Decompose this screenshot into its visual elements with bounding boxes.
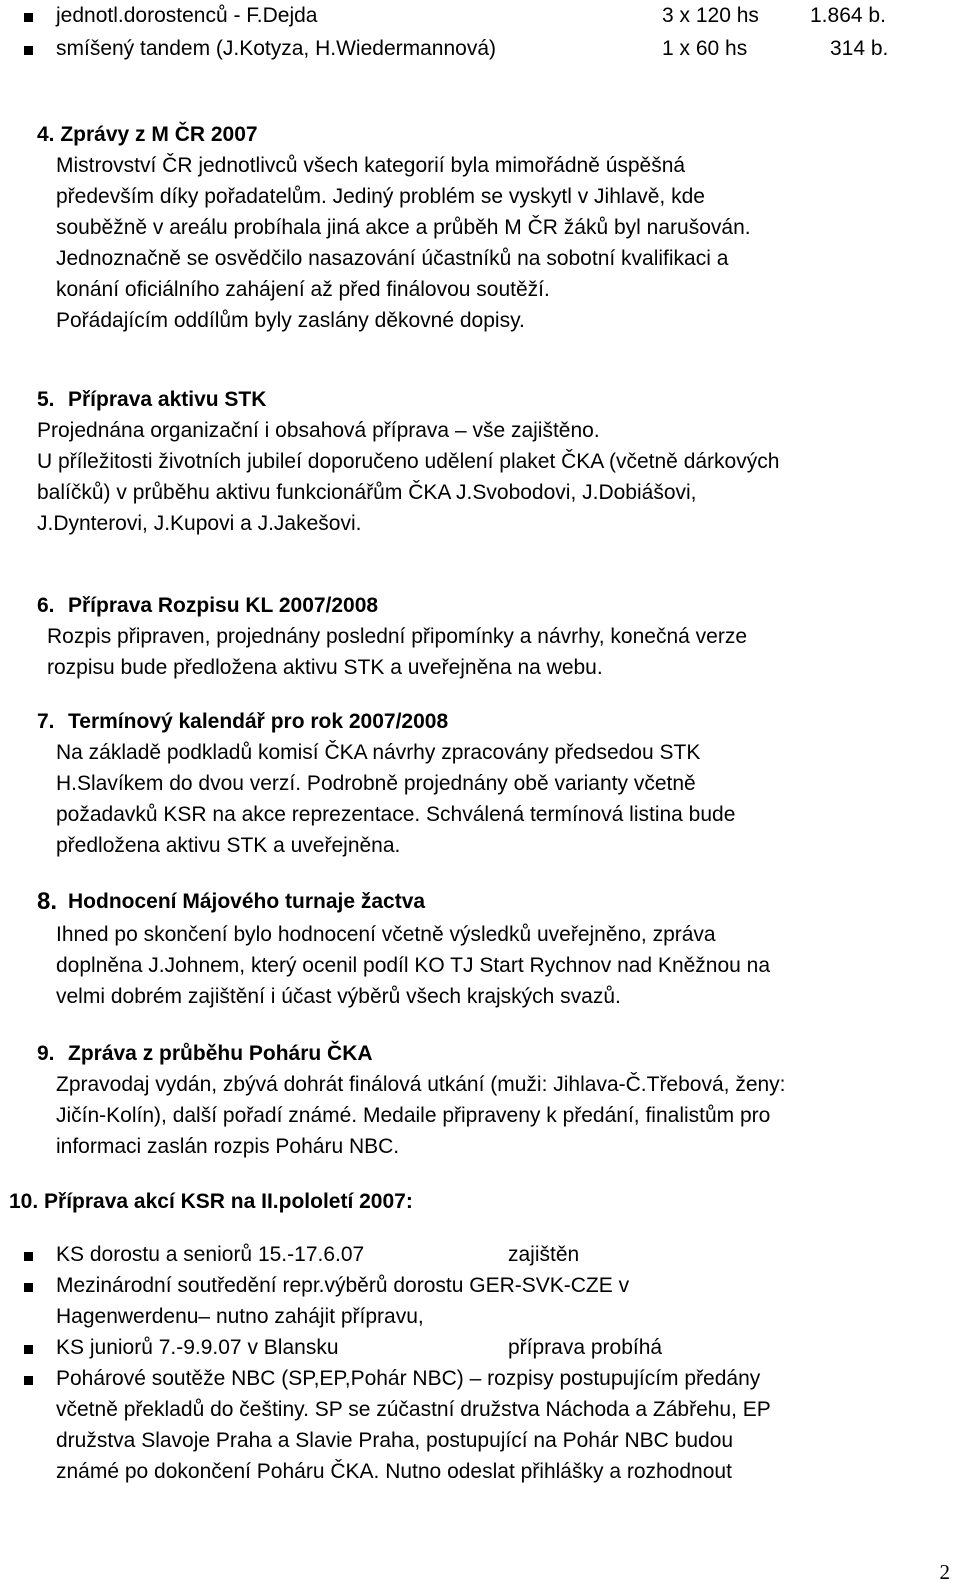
event-item: Pohárové soutěže NBC (SP,EP,Pohár NBC) – rozpisy postupujícím předány [56,1367,761,1390]
event-item-continuation: Hagenwerdenu– nutno zahájit přípravu, [56,1305,424,1328]
section-9-heading: Zpráva z průběhu Poháru ČKA [68,1042,373,1065]
event-status: zajištěn [508,1243,580,1266]
section-6-line: Rozpis připraven, projednány poslední připomínky a návrhy, konečná verze [47,625,747,648]
section-5-line: U příležitosti životních jubileí doporučeno udělení plaket ČKA (včetně dárkových [37,450,780,473]
list-item-points: 1.864 b. [810,4,886,27]
event-item: Mezinárodní soutředění repr.výběrů dorostu GER-SVK-CZE v [56,1274,630,1297]
page-number: 2 [939,1560,950,1584]
bullet-icon [24,46,33,55]
bullet-icon [24,1376,33,1385]
section-8-heading: Hodnocení Májového turnaje žactva [68,890,426,913]
section-10-heading: 10. Příprava akcí KSR na II.pololetí 2007: [9,1190,413,1213]
section-4-line: Jednoznačně se osvědčilo nasazování účastníků na sobotní kvalifikaci a [56,247,729,270]
section-4-heading: 4. Zprávy z M ČR 2007 [37,123,258,146]
section-5-heading: Příprava aktivu STK [68,388,267,411]
section-7-heading: Termínový kalendář pro rok 2007/2008 [68,710,449,733]
list-item-sets: 1 x 60 hs [662,37,748,60]
list-item-points: 314 b. [830,37,889,60]
bullet-icon [24,1283,33,1292]
bullet-icon [24,1252,33,1261]
section-4-line: především díky pořadatelům. Jediný problém se vyskytl v Jihlavě, kde [56,185,705,208]
event-status: příprava probíhá [508,1336,663,1359]
section-6-line: rozpisu bude předložena aktivu STK a uveřejněna na webu. [47,656,603,679]
section-7-line: požadavků KSR na akce reprezentace. Schválená termínová listina bude [56,803,736,826]
section-8-number: 8. [37,888,58,915]
event-item-continuation: včetně překladů do češtiny. SP se zúčastní družstva Náchoda a Zábřehu, EP [56,1398,771,1421]
list-item-name: jednotl.dorostenců - F.Dejda [56,4,318,27]
section-4-line: Pořádajícím oddílům byly zaslány děkovné dopisy. [56,309,525,332]
section-9-line: Zpravodaj vydán, zbývá dohrát finálová utkání (muži: Jihlava-Č.Třebová, ženy: [56,1073,786,1096]
section-5-number: 5. [37,388,55,411]
section-4-line: konání oficiálního zahájení až před finálovou soutěží. [56,278,550,301]
list-item-name: smíšený tandem (J.Kotyza, H.Wiedermannová) [56,37,496,60]
section-7-line: Na základě podkladů komisí ČKA návrhy zpracovány předsedou STK [56,741,701,764]
section-6-heading: Příprava Rozpisu KL 2007/2008 [68,594,379,617]
section-8-line: Ihned po skončení bylo hodnocení včetně výsledků uveřejněno, zpráva [56,923,716,946]
section-5-line: J.Dynterovi, J.Kupovi a J.Jakešovi. [37,512,362,535]
event-item-continuation: družstva Slavoje Praha a Slavie Praha, postupující na Pohár NBC budou [56,1429,734,1452]
section-8-line: doplněna J.Johnem, který ocenil podíl KO TJ Start Rychnov nad Kněžnou na [56,954,771,977]
section-6-number: 6. [37,594,55,617]
bullet-icon [24,1345,33,1354]
section-7-line: H.Slavíkem do dvou verzí. Podrobně projednány obě varianty včetně [56,772,696,795]
section-9-line: informaci zaslán rozpis Poháru NBC. [56,1135,400,1158]
event-item: KS dorostu a seniorů 15.-17.6.07 [56,1243,365,1266]
section-5-line: Projednána organizační i obsahová příprava – vše zajištěno. [37,419,600,442]
section-7-line: předložena aktivu STK a uveřejněna. [56,834,401,857]
event-item: KS juniorů 7.-9.9.07 v Blansku [56,1336,339,1359]
bullet-icon [24,13,33,22]
list-item-sets: 3 x 120 hs [662,4,759,27]
section-8-line: velmi dobrém zajištění i účast výběrů všech krajských svazů. [56,985,621,1008]
section-9-number: 9. [37,1042,55,1065]
section-4-line: souběžně v areálu probíhala jiná akce a průběh M ČR žáků byl narušován. [56,216,751,239]
section-9-line: Jičín-Kolín), další pořadí známé. Medaile připraveny k předání, finalistům pro [56,1104,771,1127]
section-7-number: 7. [37,710,55,733]
section-4-line: Mistrovství ČR jednotlivců všech kategorií byla mimořádně úspěšná [56,154,686,177]
event-item-continuation: známé po dokončení Poháru ČKA. Nutno odeslat přihlášky a rozhodnout [56,1460,732,1483]
section-5-line: balíčků) v průběhu aktivu funkcionářům ČKA J.Svobodovi, J.Dobiášovi, [37,481,697,504]
